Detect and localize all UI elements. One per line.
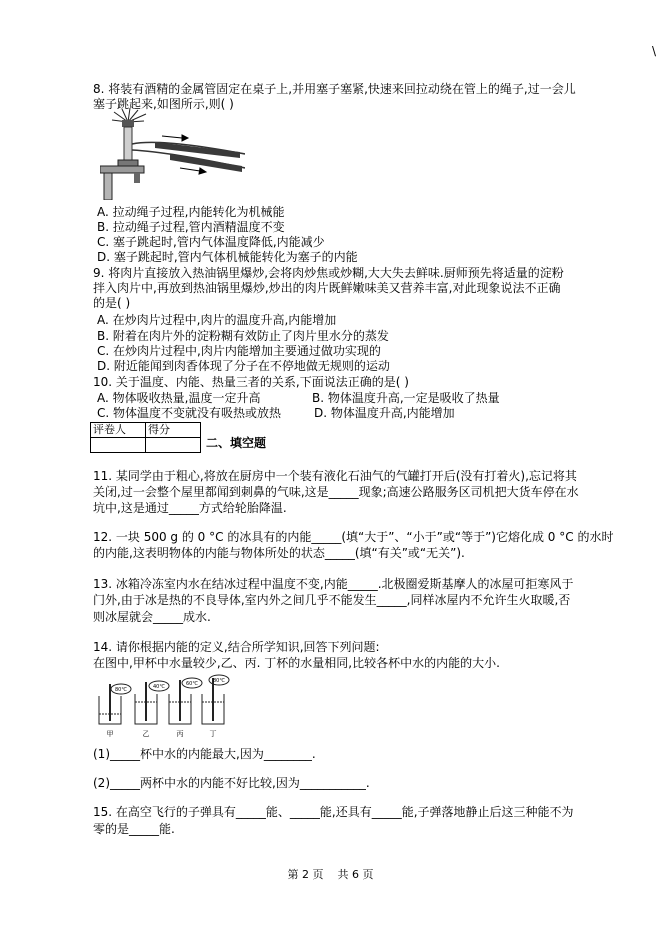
q10-line-1: 10. 关于温度、内能、热量三者的关系,下面说法正确的是( ) bbox=[93, 375, 409, 389]
q8-option-a: A. 拉动绳子过程,内能转化为机械能 bbox=[97, 205, 285, 219]
page-footer: 第 2 页 共 6 页 bbox=[287, 868, 374, 881]
temp-label-jia: 80℃ bbox=[115, 687, 127, 693]
rope-tube-apparatus-figure bbox=[100, 108, 245, 200]
q8-option-b: B. 拉动绳子过程,管内酒精温度不变 bbox=[97, 220, 285, 234]
table-clamp bbox=[134, 173, 140, 183]
table-top bbox=[100, 166, 144, 173]
tube-clamp bbox=[118, 160, 138, 166]
q12-line-2: 的内能,这表明物体的内能与物体所处的状态_____(填“有关”或“无关”). bbox=[93, 546, 465, 560]
q9-line-1: 9. 将肉片直接放入热油锅里爆炒,会将肉炒焦或炒糊,大大失去鲜味.厨师预先将适量的淀粉 bbox=[93, 266, 564, 280]
q9-option-a: A. 在炒肉片过程中,肉片的温度升高,内能增加 bbox=[97, 313, 337, 327]
section-title: 二、填空题 bbox=[206, 436, 267, 450]
q13-line-3: 则冰屋就会_____成水. bbox=[93, 610, 211, 624]
q9-option-b: B. 附着在肉片外的淀粉糊有效防止了肉片里水分的蒸发 bbox=[97, 329, 389, 343]
q15-line-1: 15. 在高空飞行的子弹具有_____能、_____能,还具有_____能,子弹落地静止后这三种能不为 bbox=[93, 805, 574, 819]
q12-line-1: 12. 一块 500 g 的 0 °C 的冰具有的内能_____(填“大于”、“小于”或“等于”)它熔化成 0 °C 的水时 bbox=[93, 530, 614, 544]
q13-line-1: 13. 冰箱冷冻室内水在结冰过程中温度不变,内能_____.北极圈爱斯基摩人的冰屋可拒寒风于 bbox=[93, 577, 574, 591]
q10-option-a: A. 物体吸收热量,温度一定升高 bbox=[97, 391, 261, 405]
table-leg bbox=[104, 173, 112, 200]
q8-option-d: D. 塞子跳起时,管内气体机械能转化为塞子的内能 bbox=[97, 250, 358, 264]
cup-label-bing: 丙 bbox=[176, 730, 184, 738]
q10-option-c: C. 物体温度不变就没有吸热或放热 bbox=[97, 406, 282, 420]
four-cups-figure bbox=[95, 674, 230, 740]
q13-line-2: 门外,由于冰是热的不良导体,室内外之间几乎不能发生_____,同样冰屋内不允许生火取暖,否 bbox=[93, 593, 571, 607]
q9-line-3: 的是( ) bbox=[93, 296, 131, 310]
corner-mark: \ bbox=[652, 44, 657, 58]
q11-line-1: 11. 某同学由于粗心,将放在厨房中一个装有液化石油气的气罐打开后(没有打着火),忘记将其 bbox=[93, 469, 577, 483]
q14-line-2: 在图中,甲杯中水量较少,乙、丙. 丁杯的水量相同,比较各杯中水的内能的大小. bbox=[93, 656, 500, 670]
temp-label-yi: 40℃ bbox=[153, 684, 165, 690]
cup-label-jia: 甲 bbox=[106, 730, 114, 738]
q9-option-d: D. 附近能闻到肉香体现了分子在不停地做无规则的运动 bbox=[97, 359, 390, 373]
cork-spray bbox=[112, 108, 146, 122]
q10-option-b: B. 物体温度升高,一定是吸收了热量 bbox=[312, 391, 500, 405]
q14-sub-1: (1)_____杯中水的内能最大,因为________. bbox=[93, 747, 316, 761]
q9-line-2: 拌入肉片中,再放到热油锅里爆炒,炒出的肉片既鲜嫩味美又营养丰富,对此现象说法不正确 bbox=[93, 281, 561, 295]
q9-option-c: C. 在炒肉片过程中,肉片内能增加主要通过做功实现的 bbox=[97, 344, 381, 358]
q8-line-2: 塞子跳起来,如图所示,则( ) bbox=[93, 97, 234, 111]
q11-line-3: 坑中,这是通过_____方式给轮胎降温. bbox=[93, 501, 287, 515]
score-cell bbox=[146, 438, 201, 453]
grader-label: 评卷人 bbox=[91, 423, 146, 438]
cup-label-ding: 丁 bbox=[209, 730, 217, 738]
q15-line-2: 零的是_____能. bbox=[93, 822, 175, 836]
q8-line-1: 8. 将装有酒精的金属管固定在桌子上,并用塞子塞紧,快速来回拉动绕在管上的绳子,过一会儿 bbox=[93, 82, 576, 96]
grader-cell bbox=[91, 438, 146, 453]
cork bbox=[122, 120, 134, 127]
q8-option-c: C. 塞子跳起时,管内气体温度降低,内能减少 bbox=[97, 235, 325, 249]
score-label: 得分 bbox=[146, 423, 201, 438]
cup-label-yi: 乙 bbox=[142, 730, 150, 738]
q11-line-2: 关闭,过一会整个屋里都闻到刺鼻的气味,这是_____现象;高速公路服务区司机把大货车停在水 bbox=[93, 485, 579, 499]
q10-option-d: D. 物体温度升高,内能增加 bbox=[314, 406, 455, 420]
q14-line-1: 14. 请你根据内能的定义,结合所学知识,回答下列问题: bbox=[93, 640, 380, 654]
q14-sub-2: (2)_____两杯中水的内能不好比较,因为___________. bbox=[93, 776, 370, 790]
temp-label-ding: 80℃ bbox=[213, 678, 225, 684]
temp-label-bing: 60℃ bbox=[186, 681, 198, 687]
grading-table bbox=[90, 422, 201, 453]
